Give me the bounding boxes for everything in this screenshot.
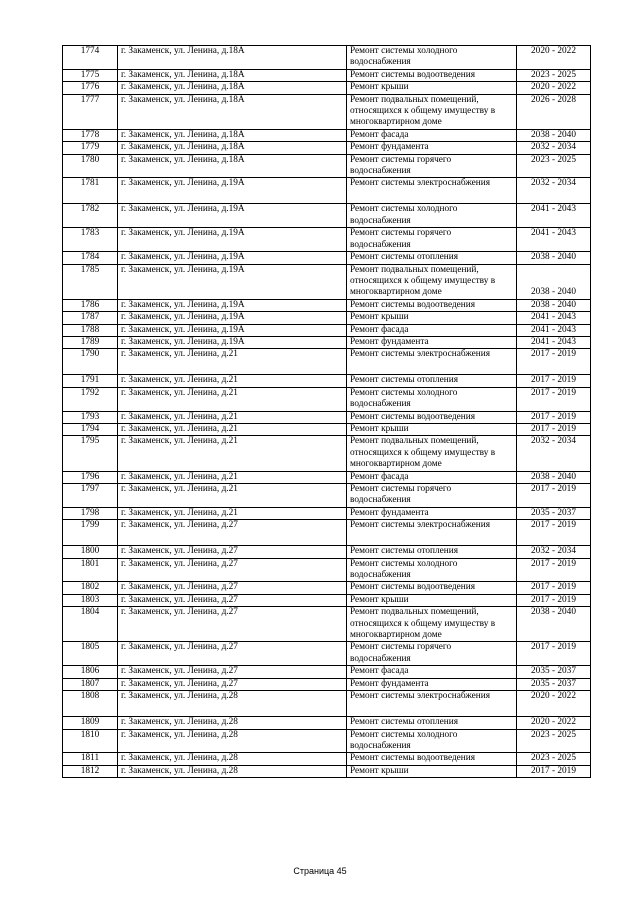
- row-number: 1804: [63, 607, 118, 642]
- row-period: 2020 - 2022: [517, 691, 591, 717]
- table-row: [63, 252, 591, 264]
- row-work-type: Ремонт системы электроснабжения: [347, 520, 517, 546]
- table-row: [63, 607, 591, 642]
- row-number: 1812: [63, 765, 118, 777]
- row-address: г. Закаменск, ул. Ленина, д.19А: [118, 299, 347, 311]
- table-row: [63, 387, 591, 411]
- row-number: 1806: [63, 666, 118, 678]
- row-number: 1798: [63, 507, 118, 519]
- row-work-type: Ремонт системы электроснабжения: [347, 691, 517, 717]
- row-period: 2038 - 2040: [517, 607, 591, 642]
- row-work-type: Ремонт крыши: [347, 765, 517, 777]
- row-address: г. Закаменск, ул. Ленина, д.21: [118, 349, 347, 375]
- row-work-type: Ремонт фундамента: [347, 142, 517, 154]
- row-period: 2038 - 2040: [517, 471, 591, 483]
- row-number: 1799: [63, 520, 118, 546]
- table-row: [63, 691, 591, 717]
- row-number: 1786: [63, 299, 118, 311]
- row-number: 1790: [63, 349, 118, 375]
- row-work-type: Ремонт фундамента: [347, 336, 517, 348]
- row-work-type: Ремонт крыши: [347, 423, 517, 435]
- row-address: г. Закаменск, ул. Ленина, д.27: [118, 546, 347, 558]
- row-address: г. Закаменск, ул. Ленина, д.27: [118, 594, 347, 606]
- row-number: 1777: [63, 94, 118, 129]
- row-period: 2017 - 2019: [517, 520, 591, 546]
- row-work-type: Ремонт системы холодного водоснабжения: [347, 729, 517, 753]
- row-number: 1811: [63, 753, 118, 765]
- table-row: [63, 129, 591, 141]
- table-row: [63, 264, 591, 299]
- table-row: [63, 69, 591, 81]
- row-address: г. Закаменск, ул. Ленина, д.27: [118, 558, 347, 582]
- row-work-type: Ремонт системы горячего водоснабжения: [347, 484, 517, 508]
- row-number: 1779: [63, 142, 118, 154]
- row-period: 2020 - 2022: [517, 82, 591, 94]
- row-work-type: Ремонт фундамента: [347, 507, 517, 519]
- row-work-type: Ремонт фасада: [347, 324, 517, 336]
- row-number: 1791: [63, 375, 118, 387]
- table-row: [63, 324, 591, 336]
- row-address: г. Закаменск, ул. Ленина, д.18А: [118, 46, 347, 70]
- row-period: 2032 - 2034: [517, 436, 591, 471]
- row-period: 2032 - 2034: [517, 178, 591, 204]
- row-number: 1808: [63, 691, 118, 717]
- row-number: 1803: [63, 594, 118, 606]
- row-address: г. Закаменск, ул. Ленина, д.28: [118, 765, 347, 777]
- table-row: [63, 642, 591, 666]
- row-period: 2017 - 2019: [517, 375, 591, 387]
- row-period: 2032 - 2034: [517, 142, 591, 154]
- row-address: г. Закаменск, ул. Ленина, д.27: [118, 607, 347, 642]
- row-period: 2038 - 2040: [517, 252, 591, 264]
- row-work-type: Ремонт системы водоотведения: [347, 753, 517, 765]
- table-row: [63, 204, 591, 228]
- table-row: [63, 46, 591, 70]
- table-row: [63, 729, 591, 753]
- row-number: 1781: [63, 178, 118, 204]
- row-period: 2023 - 2025: [517, 729, 591, 753]
- table-row: [63, 558, 591, 582]
- row-period: 2041 - 2043: [517, 336, 591, 348]
- row-period: 2038 - 2040: [517, 299, 591, 311]
- table-row: [63, 349, 591, 375]
- row-address: г. Закаменск, ул. Ленина, д.21: [118, 484, 347, 508]
- row-period: 2038 - 2040: [517, 129, 591, 141]
- row-period: 2017 - 2019: [517, 484, 591, 508]
- row-address: г. Закаменск, ул. Ленина, д.19А: [118, 312, 347, 324]
- row-work-type: Ремонт системы отопления: [347, 252, 517, 264]
- row-number: 1787: [63, 312, 118, 324]
- row-number: 1797: [63, 484, 118, 508]
- row-address: г. Закаменск, ул. Ленина, д.28: [118, 753, 347, 765]
- table-row: [63, 423, 591, 435]
- row-period: 2017 - 2019: [517, 387, 591, 411]
- row-period: 2020 - 2022: [517, 46, 591, 70]
- row-address: г. Закаменск, ул. Ленина, д.18А: [118, 82, 347, 94]
- row-work-type: Ремонт подвальных помещений, относящихся к общему имуществу в многоквартирном доме: [347, 607, 517, 642]
- table-row: [63, 228, 591, 252]
- row-work-type: Ремонт подвальных помещений, относящихся к общему имуществу в многоквартирном доме: [347, 94, 517, 129]
- row-address: г. Закаменск, ул. Ленина, д.19А: [118, 252, 347, 264]
- row-work-type: Ремонт подвальных помещений, относящихся к общему имуществу в многоквартирном доме: [347, 264, 517, 299]
- row-number: 1785: [63, 264, 118, 299]
- row-period: 2035 - 2037: [517, 507, 591, 519]
- row-address: г. Закаменск, ул. Ленина, д.19А: [118, 228, 347, 252]
- row-address: г. Закаменск, ул. Ленина, д.18А: [118, 129, 347, 141]
- row-number: 1774: [63, 46, 118, 70]
- row-period: 2035 - 2037: [517, 678, 591, 690]
- row-work-type: Ремонт системы горячего водоснабжения: [347, 642, 517, 666]
- row-address: г. Закаменск, ул. Ленина, д.28: [118, 717, 347, 729]
- row-number: 1784: [63, 252, 118, 264]
- row-address: г. Закаменск, ул. Ленина, д.28: [118, 729, 347, 753]
- row-address: г. Закаменск, ул. Ленина, д.21: [118, 471, 347, 483]
- table-row: [63, 507, 591, 519]
- repair-schedule-table: [62, 45, 591, 778]
- row-work-type: Ремонт системы горячего водоснабжения: [347, 228, 517, 252]
- row-period: 2023 - 2025: [517, 753, 591, 765]
- row-period: 2023 - 2025: [517, 69, 591, 81]
- table-body: [63, 46, 591, 778]
- table-row: [63, 717, 591, 729]
- row-period: 2017 - 2019: [517, 642, 591, 666]
- row-number: 1793: [63, 411, 118, 423]
- row-work-type: Ремонт фасада: [347, 666, 517, 678]
- table-row: [63, 154, 591, 178]
- row-period: 2032 - 2034: [517, 546, 591, 558]
- row-period: 2035 - 2037: [517, 666, 591, 678]
- row-period: 2041 - 2043: [517, 204, 591, 228]
- table-row: [63, 546, 591, 558]
- table-row: [63, 94, 591, 129]
- row-work-type: Ремонт системы электроснабжения: [347, 349, 517, 375]
- row-number: 1810: [63, 729, 118, 753]
- row-address: г. Закаменск, ул. Ленина, д.27: [118, 520, 347, 546]
- row-address: г. Закаменск, ул. Ленина, д.27: [118, 582, 347, 594]
- row-work-type: Ремонт системы водоотведения: [347, 299, 517, 311]
- row-address: г. Закаменск, ул. Ленина, д.18А: [118, 154, 347, 178]
- row-period: 2017 - 2019: [517, 423, 591, 435]
- row-work-type: Ремонт системы горячего водоснабжения: [347, 154, 517, 178]
- row-period: 2026 - 2028: [517, 94, 591, 129]
- row-number: 1789: [63, 336, 118, 348]
- row-work-type: Ремонт системы водоотведения: [347, 411, 517, 423]
- row-period: 2041 - 2043: [517, 228, 591, 252]
- row-address: г. Закаменск, ул. Ленина, д.21: [118, 507, 347, 519]
- row-number: 1792: [63, 387, 118, 411]
- table-row: [63, 336, 591, 348]
- row-period: 2038 - 2040: [517, 264, 591, 299]
- page-number: Страница 45: [293, 866, 347, 876]
- row-number: 1782: [63, 204, 118, 228]
- row-period: 2017 - 2019: [517, 594, 591, 606]
- row-address: г. Закаменск, ул. Ленина, д.19А: [118, 264, 347, 299]
- table-row: [63, 520, 591, 546]
- row-number: 1778: [63, 129, 118, 141]
- row-number: 1780: [63, 154, 118, 178]
- row-number: 1805: [63, 642, 118, 666]
- row-work-type: Ремонт системы холодного водоснабжения: [347, 558, 517, 582]
- row-number: 1783: [63, 228, 118, 252]
- table-row: [63, 582, 591, 594]
- row-address: г. Закаменск, ул. Ленина, д.18А: [118, 94, 347, 129]
- row-period: 2017 - 2019: [517, 765, 591, 777]
- row-number: 1807: [63, 678, 118, 690]
- row-work-type: Ремонт крыши: [347, 594, 517, 606]
- row-address: г. Закаменск, ул. Ленина, д.18А: [118, 142, 347, 154]
- row-work-type: Ремонт подвальных помещений, относящихся к общему имуществу в многоквартирном доме: [347, 436, 517, 471]
- row-work-type: Ремонт системы отопления: [347, 375, 517, 387]
- row-work-type: Ремонт крыши: [347, 82, 517, 94]
- table-row: [63, 411, 591, 423]
- row-address: г. Закаменск, ул. Ленина, д.27: [118, 678, 347, 690]
- table-row: [63, 436, 591, 471]
- row-period: 2020 - 2022: [517, 717, 591, 729]
- row-work-type: Ремонт системы отопления: [347, 546, 517, 558]
- table-row: [63, 178, 591, 204]
- row-address: г. Закаменск, ул. Ленина, д.27: [118, 666, 347, 678]
- table-row: [63, 142, 591, 154]
- table-row: [63, 312, 591, 324]
- row-work-type: Ремонт системы водоотведения: [347, 582, 517, 594]
- row-period: 2017 - 2019: [517, 411, 591, 423]
- row-address: г. Закаменск, ул. Ленина, д.19А: [118, 204, 347, 228]
- row-address: г. Закаменск, ул. Ленина, д.27: [118, 642, 347, 666]
- row-work-type: Ремонт системы холодного водоснабжения: [347, 46, 517, 70]
- row-address: г. Закаменск, ул. Ленина, д.21: [118, 436, 347, 471]
- table-row: [63, 375, 591, 387]
- row-number: 1801: [63, 558, 118, 582]
- row-work-type: Ремонт крыши: [347, 312, 517, 324]
- row-address: г. Закаменск, ул. Ленина, д.28: [118, 691, 347, 717]
- row-address: г. Закаменск, ул. Ленина, д.21: [118, 411, 347, 423]
- row-work-type: Ремонт системы холодного водоснабжения: [347, 204, 517, 228]
- row-number: 1788: [63, 324, 118, 336]
- row-work-type: Ремонт фундамента: [347, 678, 517, 690]
- row-period: 2023 - 2025: [517, 154, 591, 178]
- row-work-type: Ремонт системы холодного водоснабжения: [347, 387, 517, 411]
- row-work-type: Ремонт фасада: [347, 129, 517, 141]
- table-row: [63, 471, 591, 483]
- row-address: г. Закаменск, ул. Ленина, д.19А: [118, 178, 347, 204]
- row-number: 1802: [63, 582, 118, 594]
- row-number: 1795: [63, 436, 118, 471]
- row-period: 2017 - 2019: [517, 558, 591, 582]
- row-number: 1809: [63, 717, 118, 729]
- row-address: г. Закаменск, ул. Ленина, д.19А: [118, 324, 347, 336]
- table-row: [63, 666, 591, 678]
- row-number: 1796: [63, 471, 118, 483]
- table-row: [63, 299, 591, 311]
- row-address: г. Закаменск, ул. Ленина, д.21: [118, 375, 347, 387]
- row-work-type: Ремонт системы отопления: [347, 717, 517, 729]
- row-period: 2041 - 2043: [517, 324, 591, 336]
- row-number: 1776: [63, 82, 118, 94]
- row-period: 2017 - 2019: [517, 349, 591, 375]
- row-number: 1775: [63, 69, 118, 81]
- row-period: 2041 - 2043: [517, 312, 591, 324]
- row-period: 2017 - 2019: [517, 582, 591, 594]
- row-work-type: Ремонт системы электроснабжения: [347, 178, 517, 204]
- table-row: [63, 484, 591, 508]
- row-work-type: Ремонт фасада: [347, 471, 517, 483]
- row-number: 1794: [63, 423, 118, 435]
- row-address: г. Закаменск, ул. Ленина, д.19А: [118, 336, 347, 348]
- row-address: г. Закаменск, ул. Ленина, д.21: [118, 387, 347, 411]
- row-address: г. Закаменск, ул. Ленина, д.21: [118, 423, 347, 435]
- table-row: [63, 765, 591, 777]
- table-row: [63, 678, 591, 690]
- row-number: 1800: [63, 546, 118, 558]
- table-row: [63, 594, 591, 606]
- row-work-type: Ремонт системы водоотведения: [347, 69, 517, 81]
- row-address: г. Закаменск, ул. Ленина, д.18А: [118, 69, 347, 81]
- table-row: [63, 82, 591, 94]
- table-row: [63, 753, 591, 765]
